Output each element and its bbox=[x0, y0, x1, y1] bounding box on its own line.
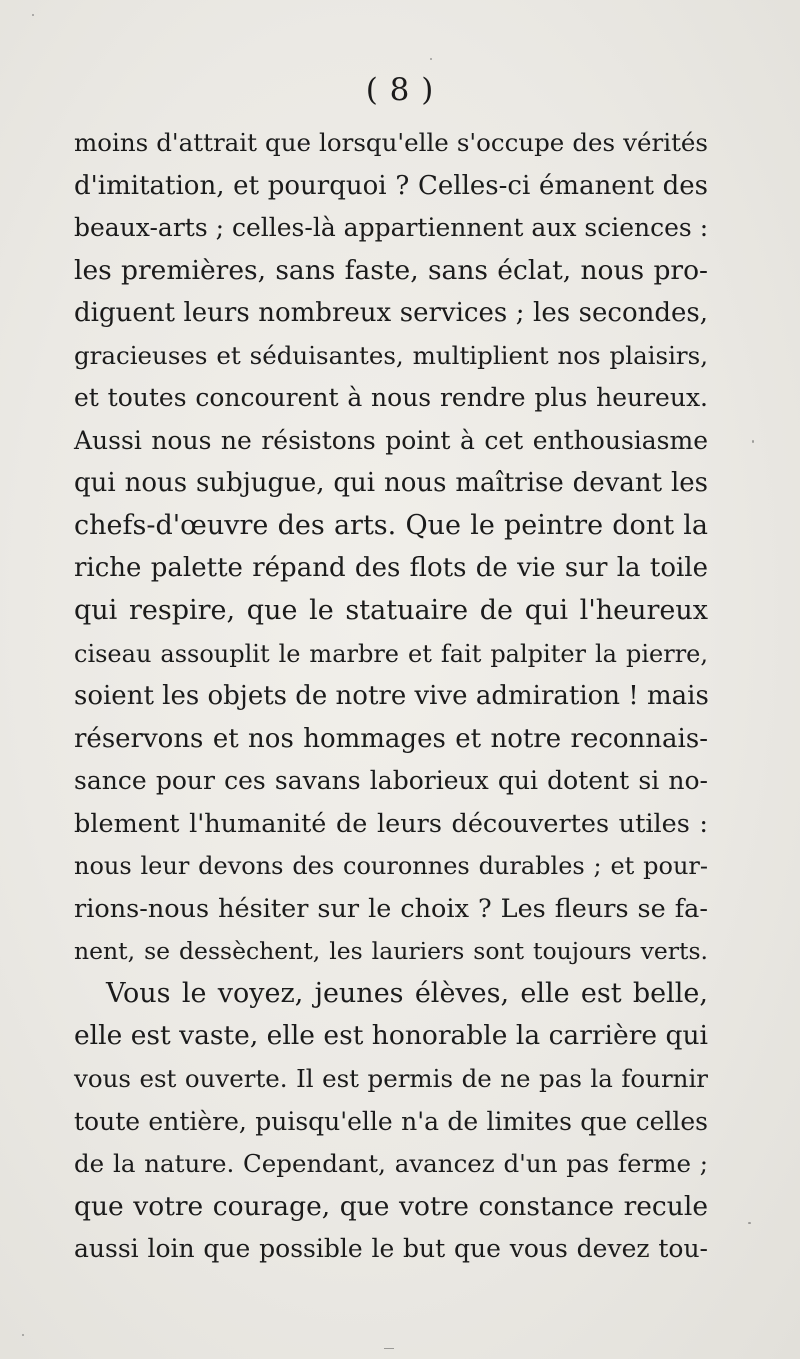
paper-speck bbox=[430, 58, 432, 60]
body-text bbox=[74, 122, 708, 1271]
text-line: Aussi nous ne résistons point à cet enthousiasme bbox=[74, 425, 708, 455]
paper-speck bbox=[752, 440, 754, 443]
text-line: d'imitation, et pourquoi ? Celles-ci émanent des bbox=[74, 170, 708, 201]
paper-speck bbox=[22, 1334, 24, 1336]
text-line: qui nous subjugue, qui nous maîtrise devant les bbox=[74, 468, 708, 499]
text-line: rions-nous hésiter sur le choix ? Les fleurs se fa- bbox=[74, 893, 708, 924]
text-line: beaux-arts ; celles-là appartiennent aux sciences : bbox=[74, 213, 709, 243]
text-line: elle est vaste, elle est honorable la carrière qui bbox=[74, 1020, 708, 1052]
page-number: ( 8 ) bbox=[365, 72, 435, 108]
text-line: toute entière, puisqu'elle n'a de limites que celles bbox=[74, 1106, 708, 1136]
text-line: que votre courage, que votre constance recule bbox=[74, 1190, 708, 1222]
text-line: nent, se dessèchent, les lauriers sont toujours verts. bbox=[74, 937, 708, 966]
paper-speck bbox=[748, 1222, 751, 1224]
paper-speck bbox=[32, 14, 34, 16]
text-line: soient les objets de notre vive admiration ! mais bbox=[74, 681, 709, 712]
text-line: blement l'humanité de leurs découvertes utiles : bbox=[74, 808, 708, 839]
text-line: de la nature. Cependant, avancez d'un pas ferme ; bbox=[74, 1149, 708, 1179]
text-line: nous leur devons des couronnes durables ; et pour- bbox=[74, 852, 708, 881]
text-line: riche palette répand des flots de vie sur la toile bbox=[74, 553, 708, 584]
text-line: vous est ouverte. Il est permis de ne pas la fournir bbox=[74, 1064, 708, 1094]
text-line: et toutes concourent à nous rendre plus heureux. bbox=[74, 383, 708, 413]
text-line: ciseau assouplit le marbre et fait palpiter la pierre, bbox=[74, 639, 708, 668]
text-line: moins d'attrait que lorsqu'elle s'occupe des vérités bbox=[74, 128, 708, 157]
text-line: gracieuses et séduisantes, multiplient nos plaisirs, bbox=[74, 340, 708, 370]
text-line: Vous le voyez, jeunes élèves, elle est belle, bbox=[106, 977, 708, 1009]
text-line: réservons et nos hommages et notre reconnais- bbox=[74, 723, 708, 754]
text-line: sance pour ces savans laborieux qui dotent si no- bbox=[74, 766, 708, 796]
paper-speck bbox=[384, 1348, 394, 1349]
text-line: les premières, sans faste, sans éclat, nous pro- bbox=[74, 254, 708, 286]
text-line: qui respire, que le statuaire de qui l'heureux bbox=[74, 595, 708, 627]
text-line: aussi loin que possible le but que vous devez tou- bbox=[74, 1234, 708, 1264]
text-line: chefs-d'œuvre des arts. Que le peintre dont la bbox=[74, 509, 708, 541]
text-line: diguent leurs nombreux services ; les secondes, bbox=[74, 298, 708, 329]
